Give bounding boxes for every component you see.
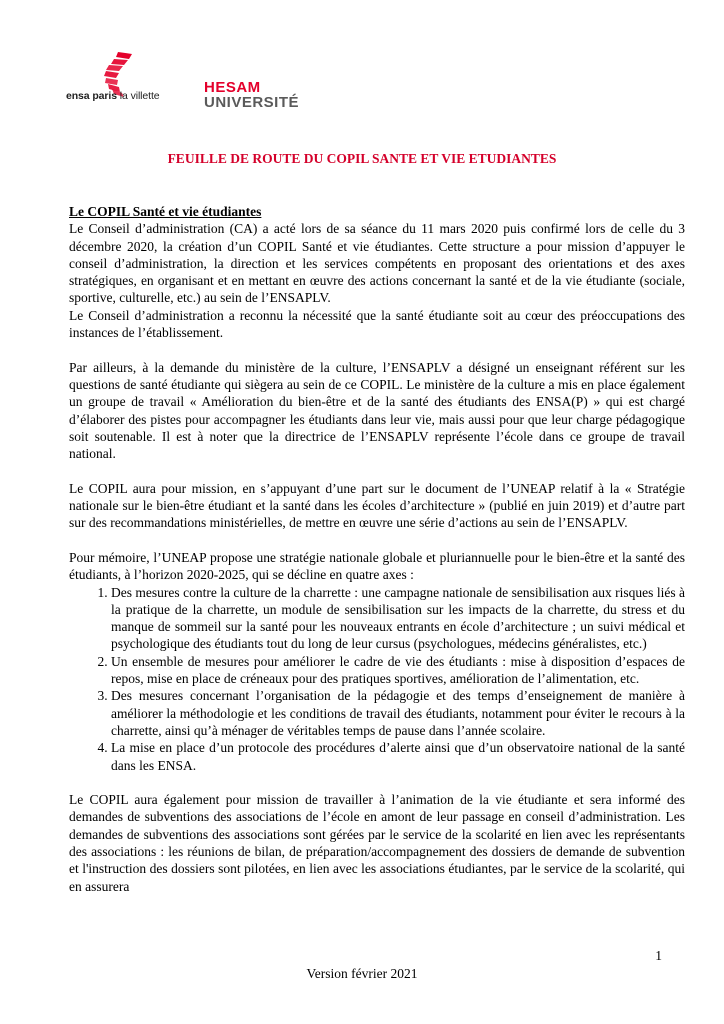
paragraph: Le COPIL aura pour mission, en s’appuyant d’une part sur le document de l’UNEAP relatif à la « Stratégie nationale sur le bien-être étudiant et la santé dans les écoles d’architecture » (publié en juin 2019) et d’autre part sur des recommandations ministérielles, de mettre en œuvre une série d’actions au sein de l’ENSAPLV. <box>69 480 685 531</box>
page-number: 1 <box>655 948 662 963</box>
hesam-logo-text: HESAM <box>204 79 261 96</box>
document-title: FEUILLE DE ROUTE DU COPIL SANTE ET VIE ETUDIANTES <box>167 151 557 166</box>
universite-logo-text: UNIVERSITÉ <box>204 94 300 111</box>
paragraph: Par ailleurs, à la demande du ministère de la culture, l’ENSAPLV a désigné un enseignant référent sur les questions de santé étudiante qui siègera au sein de ce COPIL. Le ministère de la culture a mis en place également un groupe de travail « Amélioration du bien-être et de la santé des étudiants des ENSA(P) » qui est chargé d’élaborer des pistes pour accompagner les étudiants dans leur vie, mais aussi pour que leur charge pédagogique soit soutenable. Il est à noter que la directrice de l’ENSAPLV représente l’école dans ce groupe de travail national. <box>69 359 685 462</box>
paragraph: Le Conseil d’administration a reconnu la nécessité que la santé étudiante soit au cœur des préoccupations des instances de l’établissement. <box>69 307 685 341</box>
list-item: 3. Des mesures concernant l’organisation de la pédagogie et des temps d’enseignement de manière à améliorer la méthodologie et les conditions de travail des étudiants, notamment pour éviter le recours à la charrette, ainsi qu’à ménager de véritables temps de pause dans l’année scolaire. <box>111 687 685 739</box>
section-heading: Le COPIL Santé et vie étudiantes <box>69 204 262 219</box>
footer-version: Version février 2021 <box>306 966 418 981</box>
list-item: 1. Des mesures contre la culture de la charrette : une campagne nationale de sensibilisation aux risques liés à la pratique de la charrette, un module de sensibilisation sur les impacts de la charrette, du stress et du manque de sommeil sur la santé pour les nouveaux entrants en école d’architecture ; un suivi médical et psychologique des étudiants tout du long de leur cursus (psychologues, médecins généralistes, etc.) <box>111 584 685 653</box>
document-body <box>69 203 685 895</box>
logo <box>66 50 326 110</box>
ensa-logo-text: ensa paris la villette <box>66 90 160 102</box>
paragraph: Le COPIL aura également pour mission de travailler à l’animation de la vie étudiante et sera informé des demandes de subventions des associations de l’école en amont de leur passage en conseil d’administration. Les demandes de subventions des associations sont gérées par le service de la scolarité en lien avec les représentants des associations : les réunions de bilan, de préparation/accompagnement des dossiers de demande de subvention et l'instruction des dossiers sont pilotées, en lien avec les associations étudiantes, par le service de la scolarité, qui en assurera <box>69 792 685 894</box>
list-item: 4. La mise en place d’un protocole des procédures d’alerte ainsi que d’un observatoire national de la santé dans les ENSA. <box>111 739 685 774</box>
axes-list <box>69 584 685 774</box>
paragraph: Pour mémoire, l’UNEAP propose une stratégie nationale globale et pluriannuelle pour le bien-être et la santé des étudiants, à l’horizon 2020-2025, qui se décline en quatre axes : <box>69 549 685 583</box>
list-item: 2. Un ensemble de mesures pour améliorer le cadre de vie des étudiants : mise à disposition d’espaces de repos, mise en place de créneaux pour des pratiques sportives, amélioration de l’alimentation, etc. <box>111 653 685 688</box>
paragraph: Le Conseil d’administration (CA) a acté lors de sa séance du 11 mars 2020 puis confirmé lors de celle du 3 décembre 2020, la création d’un COPIL Santé et vie étudiantes. Cette structure a pour mission d’appuyer le conseil d’administration, la direction et les services compétents en proposant des orientations et des axes stratégiques, en organisant et en mettant en œuvre des actions concernant la santé et de la vie étudiante (sociale, sportive, culturelle, etc.) au sein de l’ENSAPLV. <box>69 221 685 306</box>
